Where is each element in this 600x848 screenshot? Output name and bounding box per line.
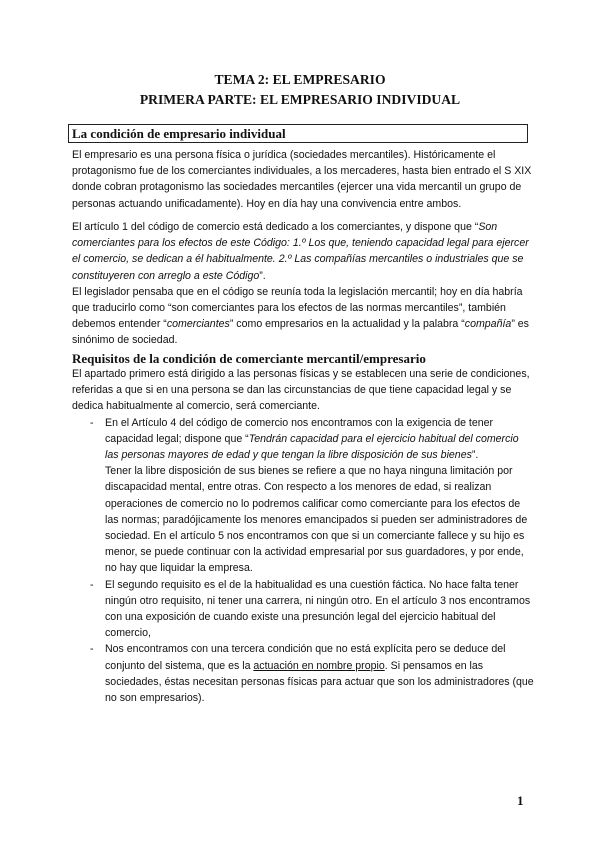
list-item: - El segundo requisito es el de la habitualidad es una cuestión fáctica. No hace falta tener ningún otro requisito, ni tener una carrera, ni ningún otro. En el artículo 3 nos encontramos con una exposición de cuando existe una presunción legal del ejercicio habitual del comercio, xyxy=(72,577,534,642)
text: ”. xyxy=(471,449,479,462)
text: ”. xyxy=(259,269,266,282)
emphasis: compañía xyxy=(464,318,512,331)
section1-paragraph-intro xyxy=(72,147,534,212)
text: El legislador pensaba que en el código se reunía toda la legislación mercantil; hoy en día habría que traducirlo como “son comerciantes para los efectos de las normas mercantiles”, también debemos entender “ xyxy=(72,285,523,331)
text: . Si pensamos en las sociedades, éstas necesitan personas físicas para actuar que son los administradores (que no son empresarios). xyxy=(105,659,534,705)
paragraph-articulo-1 xyxy=(72,219,534,284)
paragraph-legislador xyxy=(72,284,534,349)
section-heading-condicion: La condición de empresario individual xyxy=(68,124,528,143)
list-item-continuation: Tener la libre disposición de sus bienes se refiere a que no haya ninguna limitación por discapacidad mental, entre otras. Con respecto a los menores de edad, si realizan operaciones de comercio no lo podremos calificar como comerciante para los efectos de las normas; paradójicamente los menores emancipados si pueden ser administradores de sociedad. En el artículo 5 nos encontramos con que si un comerciante fallece y su hijo es menor, se puede continuar con la actividad empresarial por sus guardadores, y por ende, no hay que liquidar la empresa. xyxy=(105,465,528,575)
text: El artículo 1 del código de comercio está dedicado a los comerciantes, y dispone que “ xyxy=(72,221,479,233)
quote: Son comerciantes para los efectos de este Código: 1.º Los que, teniendo capacidad legal para ejercer el comercio, se dedican a él habitualmente. 2.º Las compañías mercantiles o industriales que se constituyeren con arreglo a este Código xyxy=(72,221,529,282)
document-subtitle: PRIMERA PARTE: EL EMPRESARIO INDIVIDUAL xyxy=(139,92,461,107)
document-title: TEMA 2: EL EMPRESARIO xyxy=(214,72,386,87)
section1-paragraphs xyxy=(72,219,534,349)
requirements-list xyxy=(72,415,534,707)
quote: Tendrán capacidad para el ejercicio habitual del comercio las personas mayores de edad y que tengan la libre disposición de sus bienes xyxy=(105,432,519,462)
text: ” como empresarios en la actualidad y la palabra “ xyxy=(229,318,465,331)
underlined-text: actuación en nombre propio xyxy=(253,659,385,672)
list-item xyxy=(72,641,534,706)
section2-body xyxy=(72,366,534,706)
text: ” es sinónimo de sociedad. xyxy=(72,318,529,347)
paragraph: El empresario es una persona física o jurídica (sociedades mercantiles). Históricamente el protagonismo fue de los comerciantes individuales, a los mercaderes, hasta bien entrado el S XIX donde cobran protagonismo las sociedades mercantiles (ejercer una vida mercantil un grupo de personas actuando unificadamente). Hoy en día hay una convivencia entre ambos. xyxy=(72,149,532,210)
page-number: 1 xyxy=(517,793,524,808)
paragraph-intro: El apartado primero está dirigido a las personas físicas y se establecen una serie de condiciones, referidas a que si en una persona se dan las circunstancias de que tiene capacidad legal y se dedica habitualmente al comercio, será comerciante. xyxy=(72,368,530,413)
text: En el Artículo 4 del código de comercio nos encontramos con la exigencia de tener capacidad legal; dispone que “ xyxy=(105,416,494,445)
section-heading-requisitos: Requisitos de la condición de comerciante mercantil/empresario xyxy=(72,351,426,366)
emphasis: comerciantes xyxy=(166,318,230,331)
text: Nos encontramos con una tercera condición que no está explícita pero se deduce del conjunto del sistema, que es la xyxy=(105,643,506,672)
list-item xyxy=(72,415,534,577)
